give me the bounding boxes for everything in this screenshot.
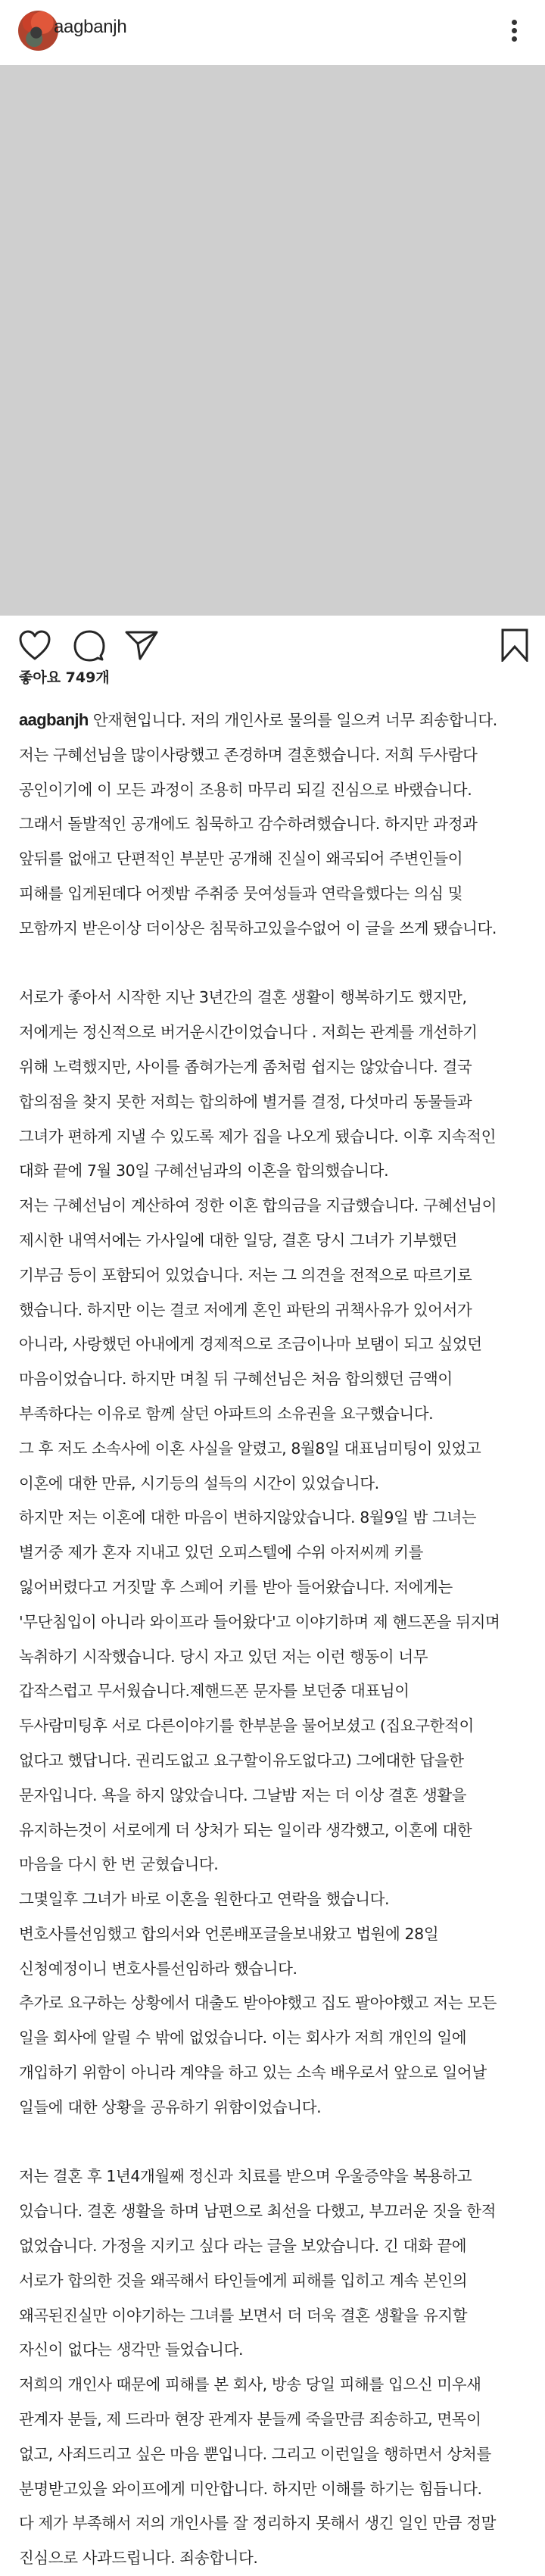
- caption-line: 공인이기에 이 모든 과정이 조용히 마무리 되길 진심으로 바랬습니다.: [19, 780, 472, 799]
- caption-line: 잃어버렸다고 거짓말 후 스페어 키를 받아 들어왔습니다. 저에게는: [19, 1577, 453, 1596]
- send-icon[interactable]: [125, 630, 158, 660]
- caption-line: 그래서 돌발적인 공개에도 침묵하고 감수하려했습니다. 하지만 과정과: [19, 815, 478, 834]
- caption-line: 모함까지 받은이상 더이상은 침묵하고있을수없어 이 글을 쓰게 됐습니다.: [19, 918, 497, 937]
- caption-first-line: [19, 703, 534, 738]
- caption-line: 왜곡된진실만 이야기하는 그녀를 보면서 더 더욱 결혼 생활을 유지할: [19, 2306, 468, 2325]
- caption-line: 갑작스럽고 무서웠습니다.제핸드폰 문자를 보던중 대표님이: [19, 1682, 410, 1701]
- caption-line: 없었습니다. 가정을 지키고 싶다 라는 글을 보았습니다. 긴 대화 끝에: [19, 2237, 467, 2256]
- caption-line: 없다고 했답니다. 권리도없고 요구할이유도없다고) 그에대한 답을한: [19, 1751, 464, 1770]
- caption-line: 녹취하기 시작했습니다. 당시 자고 있던 저는 이런 행동이 너무: [19, 1647, 428, 1666]
- caption-line: 저는 결혼 후 1년4개월째 정신과 치료를 받으며 우울증약을 복용하고: [19, 2167, 472, 2186]
- caption-line: 서로가 좋아서 시작한 지난 3년간의 결혼 생활이 행복하기도 했지만,: [19, 988, 467, 1007]
- caption-line: 일들에 대한 상황을 공유하기 위함이었습니다.: [19, 2097, 322, 2116]
- comment-icon[interactable]: [73, 630, 105, 662]
- caption-line: 그녀가 편하게 지낼 수 있도록 제가 집을 나오게 됐습니다. 이후 지속적인: [19, 1127, 496, 1146]
- caption-line: 저에게는 정신적으로 버거운시간이었습니다 . 저희는 관계를 개선하기: [19, 1023, 478, 1042]
- caption-line: 그몇일후 그녀가 바로 이혼을 원한다고 연락을 했습니다.: [19, 1890, 390, 1909]
- caption-line: 이혼에 대한 만류, 시기등의 설득의 시간이 있었습니다.: [19, 1474, 379, 1492]
- caption-line: 저희의 개인사 때문에 피해를 본 회사, 방송 당일 피해를 입으신 미우새: [19, 2375, 481, 2394]
- caption-username-link[interactable]: aagbanjh: [19, 710, 89, 729]
- caption-line: 서로가 합의한 것을 왜곡해서 타인들에게 피해를 입히고 계속 본인의: [19, 2271, 468, 2290]
- post-header: [0, 0, 545, 65]
- post-actions: [0, 621, 545, 666]
- caption-line: 앞뒤를 없애고 단편적인 부분만 공개해 진실이 왜곡되어 주변인들이: [19, 850, 463, 869]
- caption-line: 그 후 저도 소속사에 이혼 사실을 알렸고, 8월8일 대표님미팅이 있었고: [19, 1439, 481, 1458]
- caption-line: 저는 구혜선님을 많이사랑했고 존경하며 결혼했습니다. 저희 두사람다: [19, 745, 478, 764]
- bookmark-icon[interactable]: [500, 628, 529, 662]
- caption-line: 아니라, 사랑했던 아내에게 경제적으로 조금이나마 보탬이 되고 싶었던: [19, 1335, 482, 1354]
- caption-line: 마음이었습니다. 하지만 며칠 뒤 구혜선님은 처음 합의했던 금액이: [19, 1370, 453, 1389]
- caption-line: 진심으로 사과드립니다. 죄송합니다.: [19, 2549, 258, 2568]
- caption-line: 기부금 등이 포함되어 있었습니다. 저는 그 의견을 전적으로 따르기로: [19, 1265, 472, 1284]
- caption-line: 마음을 다시 한 번 굳혔습니다.: [19, 1855, 219, 1874]
- caption-line: 개입하기 위함이 아니라 계약을 하고 있는 소속 배우로서 앞으로 일어날: [19, 2063, 487, 2082]
- caption-line: 저는 구혜선님이 계산하여 정한 이혼 합의금을 지급했습니다. 구혜선님이: [19, 1196, 497, 1215]
- caption-line: 신청예정이니 변호사를선임하라 했습니다.: [19, 1959, 297, 1978]
- paragraph-gap: [19, 2125, 534, 2160]
- likes-count[interactable]: 좋아요 749개: [19, 669, 110, 686]
- username-link[interactable]: aagbanjh: [54, 17, 127, 37]
- paragraph-gap: [19, 947, 534, 981]
- caption-line: 제시한 내역서에는 가사일에 대한 일당, 결혼 당시 그녀가 기부했던: [19, 1230, 457, 1249]
- post-image[interactable]: [0, 65, 545, 616]
- caption-line: 위해 노력했지만, 사이를 좁혀가는게 좀처럼 쉽지는 않았습니다. 결국: [19, 1057, 472, 1076]
- caption-line: 없고, 사죄드리고 싶은 마음 뿐입니다. 그리고 이런일을 행하면서 상처를: [19, 2444, 491, 2463]
- heart-icon[interactable]: [18, 630, 51, 662]
- caption-line: 자신이 없다는 생각만 들었습니다.: [19, 2341, 244, 2359]
- more-options-icon[interactable]: [510, 20, 518, 45]
- caption-line: 있습니다. 결혼 생활을 하며 남편으로 최선을 다했고, 부끄러운 짓을 한적: [19, 2202, 496, 2221]
- caption-text: 안재현입니다. 저의 개인사로 물의를 일으켜 너무 죄송합니다.: [88, 711, 497, 729]
- caption-line: 다 제가 부족해서 저의 개인사를 잘 정리하지 못해서 생긴 일인 만큼 정말: [19, 2514, 496, 2533]
- caption-line: 일을 회사에 알릴 수 밖에 없었습니다. 이는 회사가 저희 개인의 일에: [19, 2029, 467, 2047]
- caption-line: 별거중 제가 혼자 지내고 있던 오피스텔에 수위 아저씨께 키를: [19, 1543, 424, 1562]
- caption-line: 하지만 저는 이혼에 대한 마음이 변하지않았습니다. 8월9일 밤 그녀는: [19, 1508, 477, 1527]
- caption-line: 했습니다. 하지만 이는 결코 저에게 혼인 파탄의 귀책사유가 있어서가: [19, 1300, 472, 1319]
- caption-line: '무단침입이 아니라 와이프라 들어왔다'고 이야기하며 제 핸드폰을 뒤지며: [19, 1612, 500, 1631]
- post-caption: [19, 703, 534, 2576]
- avatar[interactable]: [18, 11, 58, 51]
- caption-line: 문자입니다. 욕을 하지 않았습니다. 그날밤 저는 더 이상 결혼 생활을: [19, 1785, 467, 1804]
- caption-line: 유지하는것이 서로에게 더 상처가 되는 일이라 생각했고, 이혼에 대한: [19, 1820, 472, 1839]
- caption-line: 변호사를선임했고 합의서와 언론배포글을보내왔고 법원에 28일: [19, 1924, 439, 1943]
- caption-line: 부족하다는 이유로 함께 살던 아파트의 소유권을 요구했습니다.: [19, 1404, 434, 1423]
- caption-line: 대화 끝에 7월 30일 구혜선님과의 이혼을 합의했습니다.: [19, 1162, 389, 1180]
- caption-line: 두사람미팅후 서로 다른이야기를 한부분을 물어보셨고 (집요구한적이: [19, 1717, 474, 1736]
- caption-line: 관계자 분들, 제 드라마 현장 관계자 분들께 죽을만큼 죄송하고, 면목이: [19, 2410, 481, 2429]
- caption-line: 추가로 요구하는 상황에서 대출도 받아야했고 집도 팔아야했고 저는 모든: [19, 1994, 497, 2013]
- caption-line: 피해를 입게된데다 어젯밤 주취중 뭇여성들과 연락을했다는 의심 및: [19, 884, 463, 903]
- caption-line: 합의점을 찾지 못한 저희는 합의하에 별거를 결정, 다섯마리 동물들과: [19, 1092, 472, 1111]
- caption-line: 분명받고있을 와이프에게 미안합니다. 하지만 이해를 하기는 힘듭니다.: [19, 2479, 482, 2498]
